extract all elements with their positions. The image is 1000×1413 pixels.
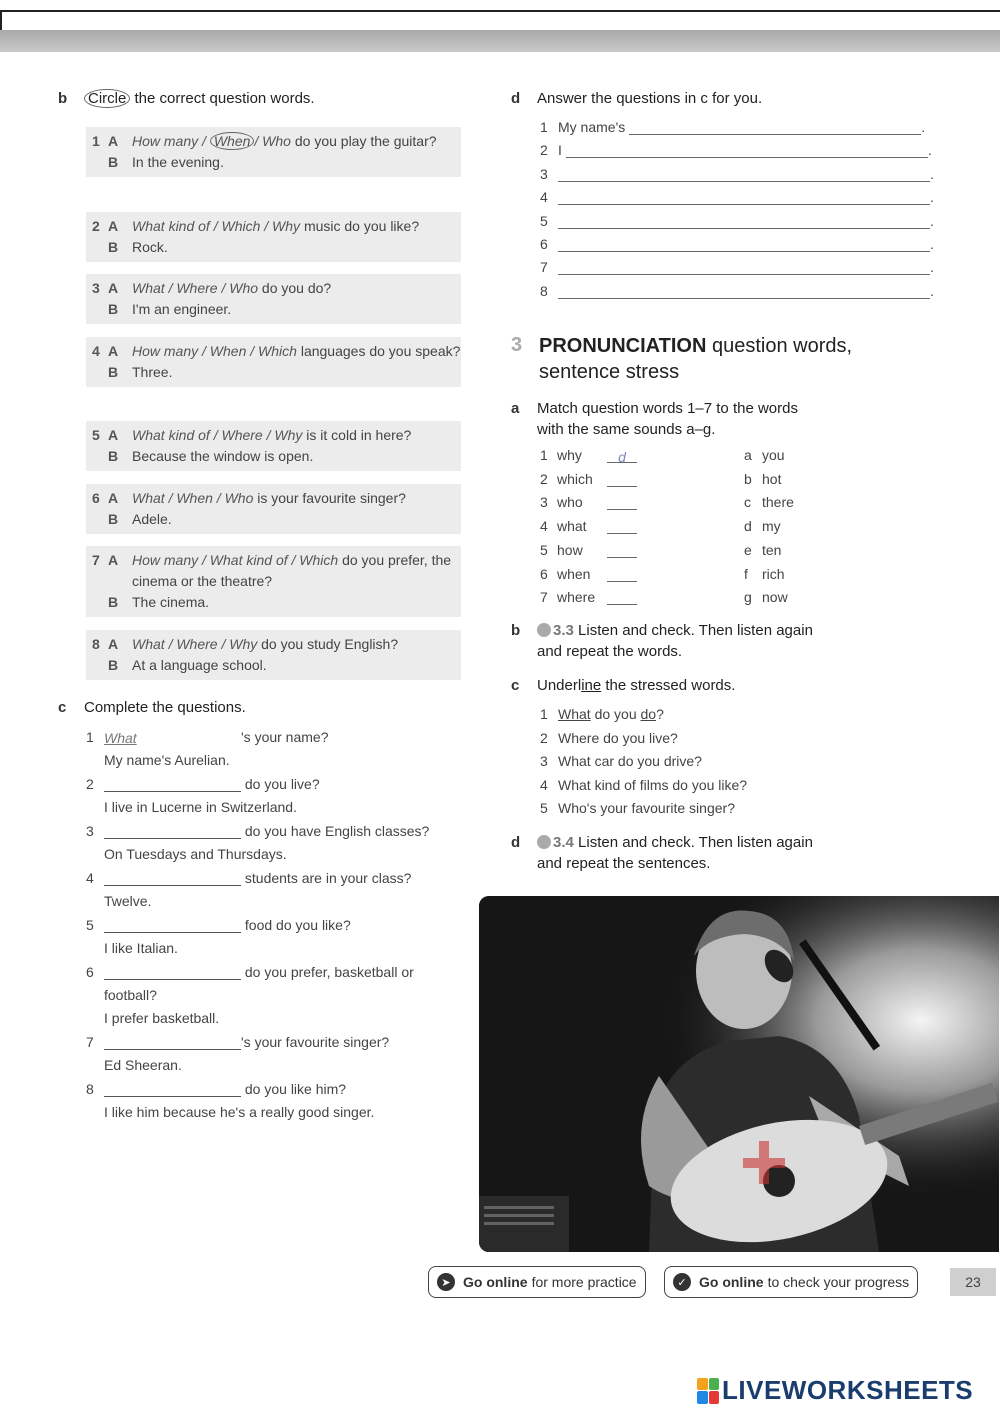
- period: .: [930, 282, 934, 299]
- answer-text: Ed Sheeran.: [104, 1057, 182, 1073]
- answer-blank[interactable]: [104, 965, 241, 980]
- spacer: [92, 509, 108, 530]
- question-line-a: [92, 131, 461, 152]
- pron-d-heading: d 3.4 Listen and check. Then listen again and repeat the sentences.: [511, 834, 813, 872]
- line-prefix: My name's: [558, 119, 626, 135]
- liveworksheets-logo-icon: [697, 1378, 719, 1404]
- item-number: 2: [540, 470, 548, 487]
- question-line-b: [92, 446, 461, 467]
- period: .: [927, 142, 932, 159]
- question-rest: students are in your class?: [241, 870, 412, 886]
- stress-item: [540, 730, 678, 746]
- answer-line: [540, 213, 934, 229]
- item-number: 5: [540, 212, 548, 229]
- question-line-a: [92, 550, 461, 592]
- speaker-a: A: [108, 280, 119, 296]
- sentence-text: What car do you drive?: [558, 753, 702, 770]
- match-right-item: [744, 447, 785, 463]
- sentence-text: What kind of films do you like?: [558, 776, 748, 793]
- header-band: [0, 30, 1000, 52]
- complete-question: [86, 823, 429, 839]
- item-number: 1: [86, 729, 94, 745]
- match-blank[interactable]: [607, 544, 637, 558]
- match-right-item: [744, 494, 794, 510]
- option-words: How many / When / Which: [132, 343, 297, 359]
- question-rest: do you live?: [241, 776, 320, 792]
- option-words: / Who: [254, 133, 291, 149]
- period: .: [930, 259, 934, 276]
- question-line-a: [92, 216, 461, 237]
- question-item: [86, 127, 461, 177]
- go-online-practice-button[interactable]: ➤ Go online for more practice: [428, 1266, 646, 1298]
- question-text: [132, 216, 461, 237]
- option-words: What / When / Who: [132, 490, 254, 506]
- question-rest: languages do you speak?: [296, 343, 461, 359]
- speaker-a: A: [108, 490, 119, 506]
- speaker-b: B: [108, 594, 119, 610]
- item-number: 8: [92, 636, 100, 652]
- answer-line: [540, 142, 932, 158]
- speaker-a: A: [108, 133, 119, 149]
- question-rest: do you have English classes?: [241, 823, 430, 839]
- question-line-b: [92, 237, 461, 258]
- answer-text: I'm an engineer.: [132, 301, 232, 317]
- check-icon: ✓: [673, 1273, 691, 1291]
- question-word: which: [557, 470, 593, 487]
- sound-word: rich: [762, 565, 785, 582]
- answer-text: My name's Aurelian.: [104, 752, 230, 768]
- item-number: 6: [92, 490, 100, 506]
- match-blank[interactable]: [607, 591, 637, 605]
- match-right-item: [744, 471, 781, 487]
- period: .: [930, 236, 934, 252]
- question-text: [132, 131, 461, 152]
- question-text: [132, 550, 461, 592]
- speaker-a: A: [108, 218, 119, 234]
- speaker-b: B: [108, 657, 119, 673]
- spacer: [92, 152, 108, 173]
- answer-line: [540, 166, 934, 182]
- circled-answer: When: [210, 132, 255, 150]
- answer-input-line[interactable]: [566, 144, 928, 158]
- item-number: 1: [540, 447, 548, 463]
- question-word: what: [557, 518, 587, 535]
- answer-text: The cinema.: [132, 594, 210, 610]
- item-letter: b: [744, 470, 752, 487]
- item-letter: d: [744, 518, 752, 535]
- answer-line: [540, 236, 934, 252]
- speaker-a: A: [108, 636, 119, 652]
- sentence-text: Where do you live?: [558, 729, 678, 746]
- question-rest: do you prefer, the cinema or the theatre?: [132, 552, 452, 589]
- item-number: 4: [540, 518, 548, 535]
- period: .: [930, 189, 934, 206]
- answer-line: [104, 752, 230, 768]
- question-rest: food do you like?: [241, 917, 351, 933]
- question-item: [86, 421, 461, 471]
- answer-input-line[interactable]: [558, 191, 930, 205]
- complete-question: [86, 776, 320, 792]
- option-words: What kind of / Which / Why: [132, 218, 301, 234]
- item-number: 1: [540, 706, 548, 722]
- answer-blank[interactable]: [104, 824, 241, 839]
- item-number: 2: [86, 776, 94, 792]
- question-text: [132, 488, 461, 509]
- sound-word: you: [762, 447, 785, 463]
- speaker-b: B: [108, 364, 119, 380]
- question-line-b: [92, 592, 461, 613]
- complete-question: [86, 1081, 346, 1097]
- option-words: How many / What kind of / Which: [132, 552, 339, 568]
- question-word: why: [557, 447, 582, 463]
- speaker-b: B: [108, 239, 119, 255]
- match-blank[interactable]: d: [607, 449, 637, 463]
- top-rule-corner: [0, 10, 2, 32]
- question-item: [86, 337, 461, 387]
- answer-text: On Tuesdays and Thursdays.: [104, 846, 287, 862]
- cursor-icon: ➤: [437, 1273, 455, 1291]
- answer-line: [104, 1057, 182, 1073]
- answer-text: Twelve.: [104, 893, 152, 909]
- item-number: 2: [540, 729, 548, 746]
- item-number: 6: [86, 964, 94, 980]
- item-number: 4: [86, 870, 94, 886]
- question-continued: [104, 987, 157, 1003]
- complete-question: [86, 870, 411, 886]
- question-text: [132, 278, 461, 299]
- question-rest: football?: [104, 987, 157, 1003]
- question-line-b: [92, 655, 461, 676]
- answer-input-line[interactable]: [629, 121, 921, 135]
- speaker-a: A: [108, 552, 119, 568]
- match-left-item: [540, 447, 637, 463]
- speaker-a: A: [108, 427, 119, 443]
- answer-input-line[interactable]: [558, 261, 930, 275]
- item-number: 5: [540, 800, 548, 817]
- question-line-b: [92, 299, 461, 320]
- question-rest: do you study English?: [257, 636, 399, 652]
- section-c-heading: c Complete the questions.: [58, 699, 246, 716]
- question-rest: do you like him?: [241, 1081, 347, 1097]
- item-number: 3: [540, 494, 548, 511]
- complete-question: [86, 729, 329, 745]
- match-left-item: [540, 518, 637, 534]
- match-blank[interactable]: [607, 520, 637, 534]
- question-text: [132, 634, 461, 655]
- match-left-item: [540, 494, 637, 510]
- answer-line: [540, 189, 934, 205]
- spacer: [92, 655, 108, 676]
- match-left-item: [540, 471, 637, 487]
- stress-item: [540, 706, 664, 722]
- pron-section-number: 3: [511, 334, 523, 356]
- answer-blank[interactable]: What: [104, 730, 137, 746]
- question-line-b: [92, 152, 461, 173]
- question-word: where: [557, 589, 596, 606]
- answer-text: In the evening.: [132, 154, 224, 170]
- item-number: 5: [540, 541, 548, 558]
- answer-text: Three.: [132, 364, 173, 380]
- section-d-heading: d Answer the questions in c for you.: [511, 90, 763, 107]
- question-rest: is your favourite singer?: [253, 490, 406, 506]
- question-line-a: [92, 634, 461, 655]
- spacer: [92, 592, 108, 613]
- question-line-b: [92, 362, 461, 383]
- question-item: [86, 546, 461, 617]
- item-number: 7: [540, 589, 548, 606]
- answer-text: I prefer basketball.: [104, 1010, 220, 1026]
- stress-item: [540, 777, 747, 793]
- question-line-a: [92, 341, 461, 362]
- question-line-a: [92, 425, 461, 446]
- speaker-b: B: [108, 448, 119, 464]
- question-rest: do you prefer, basketball or: [241, 964, 414, 980]
- item-letter: f: [744, 565, 748, 582]
- period: .: [930, 212, 934, 229]
- item-number: 8: [86, 1081, 94, 1097]
- question-text: [132, 425, 461, 446]
- spacer: [92, 237, 108, 258]
- sound-word: there: [762, 494, 794, 511]
- stressed-word: What: [558, 706, 591, 722]
- pron-b-heading: b 3.3 Listen and check. Then listen again and repeat the words.: [511, 622, 813, 660]
- answer-input-line[interactable]: [558, 238, 930, 252]
- answer-line: [104, 1104, 374, 1120]
- option-words: What / Where / Who: [132, 280, 259, 296]
- answer-line: [104, 799, 297, 815]
- answer-text: I like Italian.: [104, 940, 178, 956]
- item-number: 5: [92, 427, 100, 443]
- option-words: What kind of / Where / Why: [132, 427, 303, 443]
- match-right-item: [744, 518, 781, 534]
- spacer: [92, 446, 108, 467]
- speaker-b: B: [108, 301, 119, 317]
- answer-input-line[interactable]: [558, 168, 930, 182]
- question-item: [86, 274, 461, 324]
- item-number: 4: [92, 343, 100, 359]
- answer-blank[interactable]: [104, 871, 241, 886]
- option-words: How many /: [132, 133, 210, 149]
- sentence-text: do you: [590, 706, 641, 722]
- item-number: 3: [92, 280, 100, 296]
- match-right-item: [744, 542, 781, 558]
- question-line-a: [92, 488, 461, 509]
- speaker-a: A: [108, 343, 119, 359]
- match-right-item: [744, 589, 788, 605]
- page-number: 23: [950, 1268, 996, 1296]
- question-text: [132, 341, 461, 362]
- answer-blank[interactable]: [104, 777, 241, 792]
- answer-input-line[interactable]: [558, 285, 930, 299]
- speaker-b: B: [108, 154, 119, 170]
- audio-icon[interactable]: [537, 835, 551, 849]
- question-rest: is it cold in here?: [302, 427, 412, 443]
- item-number: 4: [540, 189, 548, 206]
- complete-question: [86, 1034, 389, 1050]
- question-rest: do you do?: [258, 280, 332, 296]
- question-item: [86, 630, 461, 680]
- answer-text: Because the window is open.: [132, 448, 314, 464]
- match-blank[interactable]: [607, 473, 637, 487]
- match-right-item: [744, 566, 785, 582]
- go-online-progress-button[interactable]: ✓ Go online to check your progress: [664, 1266, 918, 1298]
- pron-a-heading: a Match question words 1–7 to the words with the same sounds a–g.: [511, 400, 798, 438]
- question-item: [86, 484, 461, 534]
- sound-word: my: [762, 518, 781, 535]
- answer-line: [104, 940, 178, 956]
- sound-word: hot: [762, 470, 782, 487]
- line-prefix: I: [558, 142, 562, 159]
- item-number: 3: [86, 823, 94, 839]
- question-line-a: [92, 278, 461, 299]
- answer-text: Adele.: [132, 511, 172, 527]
- complete-question: [86, 917, 351, 933]
- period: .: [921, 119, 926, 135]
- question-word: how: [557, 541, 583, 558]
- item-number: 4: [540, 776, 548, 793]
- answer-line: [104, 893, 151, 909]
- item-letter: g: [744, 589, 752, 606]
- top-rule: [0, 10, 1000, 12]
- sound-word: now: [762, 589, 788, 606]
- complete-question: [86, 964, 414, 980]
- item-number: 1: [540, 119, 548, 135]
- answer-line: [104, 1010, 219, 1026]
- answer-line: [540, 283, 934, 299]
- pron-title: PRONUNCIATION question words, sentence stress: [539, 335, 853, 383]
- sentence-text: ?: [656, 706, 664, 722]
- item-number: 2: [92, 218, 100, 234]
- item-number: 3: [540, 753, 548, 770]
- answer-line: [540, 259, 934, 275]
- question-word: who: [557, 494, 583, 511]
- question-rest: 's your name?: [241, 729, 329, 745]
- item-number: 1: [92, 133, 100, 149]
- match-left-item: [540, 566, 637, 582]
- item-letter: e: [744, 541, 752, 558]
- item-letter: a: [744, 447, 752, 463]
- item-number: 7: [86, 1034, 94, 1050]
- answer-text: At a language school.: [132, 657, 267, 673]
- question-rest: music do you like?: [300, 218, 420, 234]
- answer-line: [540, 119, 925, 135]
- sentence-text: Who's your favourite singer?: [558, 800, 735, 817]
- item-number: 3: [540, 165, 548, 182]
- answer-line: [104, 846, 287, 862]
- option-words: What / Where / Why: [132, 636, 258, 652]
- question-item: [86, 212, 461, 262]
- item-number: 7: [92, 552, 100, 568]
- answer-text: Rock.: [132, 239, 168, 255]
- question-rest: do you play the guitar?: [290, 133, 437, 149]
- answer-input-line[interactable]: [558, 215, 930, 229]
- item-number: 6: [540, 565, 548, 582]
- stressed-word: do: [640, 706, 657, 722]
- pron-c-heading: c Underline the stressed words.: [511, 677, 736, 694]
- spacer: [92, 299, 108, 320]
- period: .: [930, 165, 934, 182]
- audio-icon[interactable]: [537, 623, 551, 637]
- item-number: 8: [540, 282, 548, 299]
- question-line-b: [92, 509, 461, 530]
- circle-word: Circle: [84, 89, 130, 108]
- item-number: 5: [86, 917, 94, 933]
- answer-text: I live in Lucerne in Switzerland.: [104, 799, 297, 815]
- stress-item: [540, 800, 735, 816]
- answer-blank[interactable]: [104, 1035, 241, 1050]
- spacer: [92, 362, 108, 383]
- singer-photo-illustration: [479, 896, 999, 1252]
- singer-photo: [479, 896, 999, 1252]
- item-number: 2: [540, 142, 548, 159]
- liveworksheets-brand: LIVEWORKSHEETS: [697, 1375, 973, 1406]
- answer-blank[interactable]: [104, 1082, 241, 1097]
- section-b-heading: b Circle the correct question words.: [58, 90, 315, 107]
- match-left-item: [540, 542, 637, 558]
- match-left-item: [540, 589, 637, 605]
- answer-blank[interactable]: [104, 918, 241, 933]
- question-word: when: [557, 565, 591, 582]
- item-number: 7: [540, 259, 548, 276]
- answer-text: I like him because he's a really good singer.: [104, 1104, 375, 1120]
- match-blank[interactable]: [607, 496, 637, 510]
- stress-item: [540, 753, 702, 769]
- match-blank[interactable]: [607, 568, 637, 582]
- question-rest: 's your favourite singer?: [241, 1034, 390, 1050]
- item-number: 6: [540, 236, 548, 252]
- speaker-b: B: [108, 511, 119, 527]
- item-letter: c: [744, 494, 751, 511]
- sound-word: ten: [762, 541, 782, 558]
